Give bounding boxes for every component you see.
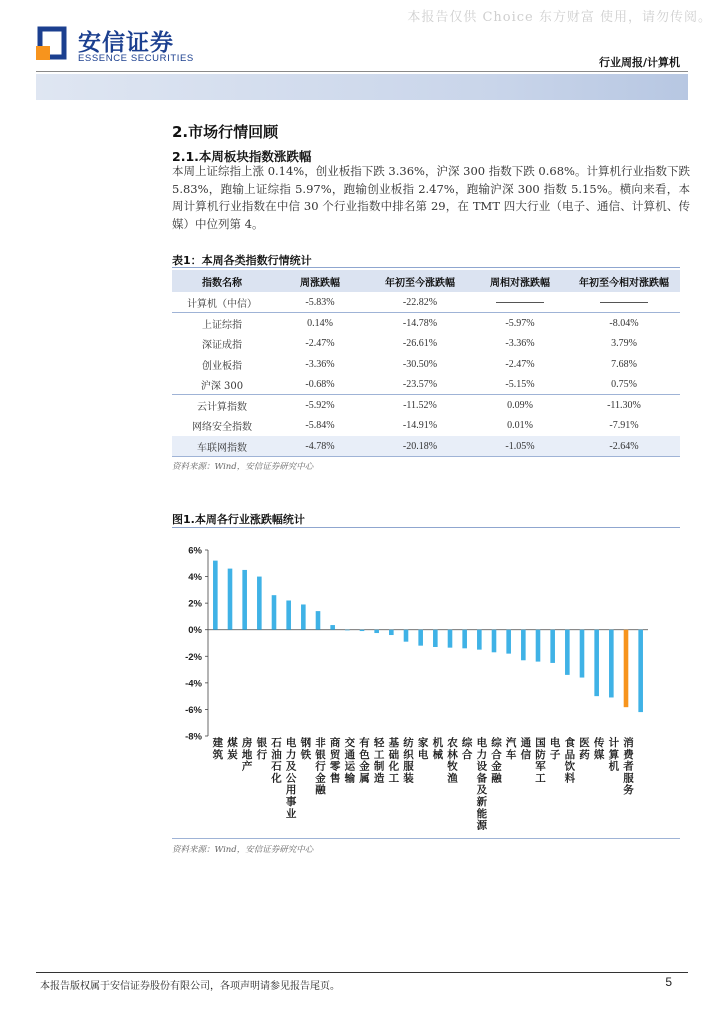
section-title: 2.市场行情回顾 <box>172 123 279 141</box>
category-label: 农林牧渔 <box>447 737 458 785</box>
category-label: 综合金融 <box>491 737 502 785</box>
table-cell: -4.78% <box>272 436 368 457</box>
header-band <box>36 74 688 100</box>
table-row <box>172 395 680 416</box>
bar <box>330 625 335 630</box>
table-cell: -1.05% <box>472 436 568 457</box>
bar <box>316 611 321 630</box>
table-cell: -20.18% <box>368 436 472 457</box>
table-cell: 0.14% <box>272 313 368 334</box>
bar <box>638 630 643 712</box>
dash-placeholder <box>496 302 544 303</box>
table-cell: -5.83% <box>305 296 335 308</box>
category-label: 钢铁 <box>300 737 312 761</box>
brand-name-cn: 安信证券 <box>78 30 174 56</box>
bar <box>389 630 394 635</box>
bar <box>492 630 497 653</box>
bar <box>448 630 453 648</box>
table-cell: 深证成指 <box>202 339 242 351</box>
table-cell: -23.57% <box>402 378 438 390</box>
category-label: 计算机 <box>608 737 620 773</box>
category-label: 建筑 <box>212 737 224 761</box>
dash-placeholder <box>600 302 648 303</box>
table-cell: 上证综指 <box>172 313 272 334</box>
table-cell: -11.30% <box>568 395 680 416</box>
category-label: 商贸零售 <box>329 737 341 785</box>
category-label: 传媒 <box>593 737 605 761</box>
bar <box>228 569 233 630</box>
table-cell: -5.84% <box>305 420 335 432</box>
bar <box>609 630 614 698</box>
table-cell: 云计算指数 <box>172 395 272 416</box>
category-label: 消费者服务 <box>623 737 634 797</box>
category-label: 电力及公用事业 <box>285 737 297 820</box>
table-header-row <box>172 270 680 292</box>
category-label: 国防军工 <box>535 737 546 785</box>
bar <box>418 630 423 646</box>
bar <box>462 630 467 649</box>
index-table <box>172 270 680 457</box>
footer-divider <box>36 972 688 973</box>
bar <box>345 630 350 631</box>
table-cell: -0.68% <box>305 378 335 390</box>
bar <box>404 630 409 642</box>
category-label: 纺织服装 <box>403 737 414 785</box>
table-cell: -11.52% <box>368 395 472 416</box>
table-cell: -30.50% <box>402 358 438 370</box>
bar <box>506 630 511 654</box>
bar <box>536 630 541 662</box>
bar <box>213 561 218 630</box>
y-tick-label: -8% <box>185 731 202 743</box>
y-tick-label: 4% <box>188 572 202 584</box>
y-tick-label: -2% <box>185 651 202 663</box>
logo-mark-icon <box>36 26 70 62</box>
category-label: 交通运输 <box>344 737 356 785</box>
page-number: 5 <box>665 975 672 989</box>
y-tick-label: 6% <box>188 545 202 557</box>
table-cell: -2.64% <box>568 436 680 457</box>
category-label: 银行 <box>256 737 268 761</box>
category-label: 家电 <box>417 737 429 761</box>
y-tick-label: 0% <box>188 625 202 637</box>
table-cell: 7.68% <box>611 358 637 370</box>
table-cell: -8.04% <box>568 313 680 334</box>
table-cell: -5.97% <box>472 313 568 334</box>
bar <box>521 630 526 661</box>
brand-name-en: ESSENCE SECURITIES <box>78 53 194 64</box>
bar <box>286 600 291 629</box>
section-paragraph: 本周上证综指上涨 0.14%，创业板指下跌 3.36%，沪深 300 指数下跌 0.68%。计算机行业指数下跌 5.83%，跑输上证综指 5.97%，跑输创业板指 2.47%，跑输沪深 300 指数 5.15%。横向来看，本周计算机行业指数在中信 30 个行业指数中排名第 29，在 TMT 四大行业（电子、通信、计算机、传媒）中位列第 4。 <box>172 164 690 231</box>
bar <box>580 630 585 678</box>
table-cell: 计算机（中信） <box>187 298 257 310</box>
category-label: 非银行金融 <box>315 737 326 797</box>
category-label: 综合 <box>461 737 473 761</box>
table-cell: -14.91% <box>402 420 438 432</box>
table-cell: -3.36% <box>305 358 335 370</box>
table-row <box>172 416 680 437</box>
table-source: 资料来源：Wind，安信证券研究中心 <box>172 462 314 472</box>
category-label: 有色金属 <box>359 737 370 785</box>
category-label: 房地产 <box>241 737 253 773</box>
table-cell <box>568 292 680 313</box>
table-cell: -7.91% <box>609 420 639 432</box>
figure-source: 资料来源：Wind，安信证券研究中心 <box>172 845 314 855</box>
header-cell: 年初至今涨跌幅 <box>368 270 472 292</box>
bar <box>301 604 306 629</box>
header-cell: 年初至今相对涨跌幅 <box>568 270 680 292</box>
table-title: 表1：本周各类指数行情统计 <box>172 254 312 267</box>
watermark: 本报告仅供 Choice 东方财富 使用，请勿传阅。 <box>407 10 712 25</box>
table-cell: -5.92% <box>272 395 368 416</box>
table-cell: 创业板指 <box>202 360 242 372</box>
table-cell: -3.36% <box>505 337 535 349</box>
category-label: 基础化工 <box>388 737 400 785</box>
bar <box>565 630 570 675</box>
category-label: 医药 <box>579 737 590 761</box>
table-cell <box>472 292 568 313</box>
table-cell: -5.15% <box>505 378 535 390</box>
section-subtitle: 2.1.本周板块指数涨跌幅 <box>172 149 312 164</box>
category-label: 煤炭 <box>227 737 238 761</box>
brand-logo <box>36 24 194 66</box>
category-label: 石油石化 <box>271 737 282 785</box>
category-label: 电力设备及新能源 <box>476 737 488 832</box>
bar <box>374 630 379 633</box>
bar <box>594 630 599 696</box>
header-divider <box>36 71 688 72</box>
bar <box>477 630 482 650</box>
bar <box>242 570 247 630</box>
table-cell: -2.47% <box>505 358 535 370</box>
y-tick-label: -6% <box>185 704 202 716</box>
bar <box>360 630 365 631</box>
bar <box>550 630 555 663</box>
table-row <box>172 436 680 457</box>
header-cell: 周相对涨跌幅 <box>472 270 568 292</box>
table-cell: 0.75% <box>611 378 637 390</box>
table-title-divider <box>172 267 680 268</box>
table-cell: 沪深 300 <box>200 380 244 392</box>
report-type: 行业周报/计算机 <box>598 56 680 69</box>
bar <box>433 630 438 647</box>
table-row <box>172 292 680 313</box>
table-cell: 3.79% <box>611 337 637 349</box>
bar <box>624 630 629 707</box>
table-row <box>172 333 680 354</box>
footer-disclaimer: 本报告版权属于安信证券股份有限公司，各项声明请参见报告尾页。 <box>40 981 340 992</box>
bar <box>257 577 262 630</box>
table-cell: 网络安全指数 <box>192 422 252 434</box>
category-label: 食品饮料 <box>564 737 576 785</box>
table-cell: 车联网指数 <box>172 436 272 457</box>
header-cell: 周涨跌幅 <box>272 270 368 292</box>
category-label: 汽车 <box>505 737 517 761</box>
y-tick-label: 2% <box>188 598 202 610</box>
table-row <box>172 374 680 395</box>
category-label: 轻工制造 <box>373 737 385 785</box>
category-label: 电子 <box>549 737 561 761</box>
table-cell: -26.61% <box>402 337 438 349</box>
table-cell: 0.09% <box>472 395 568 416</box>
industry-bar-chart <box>172 530 680 836</box>
table-cell: -2.47% <box>305 337 335 349</box>
table-row <box>172 354 680 375</box>
y-tick-label: -4% <box>185 678 202 690</box>
category-label: 通信 <box>520 737 532 761</box>
figure-title: 图1.本周各行业涨跌幅统计 <box>172 513 305 526</box>
category-label: 机械 <box>432 737 444 761</box>
table-row <box>172 313 680 334</box>
table-cell: 0.01% <box>507 420 533 432</box>
table-cell: -22.82% <box>402 296 438 308</box>
header-cell: 指数名称 <box>172 270 272 292</box>
table-cell: -14.78% <box>368 313 472 334</box>
bar <box>272 595 277 630</box>
figure-title-divider <box>172 527 680 528</box>
figure-bottom-divider <box>172 838 680 839</box>
